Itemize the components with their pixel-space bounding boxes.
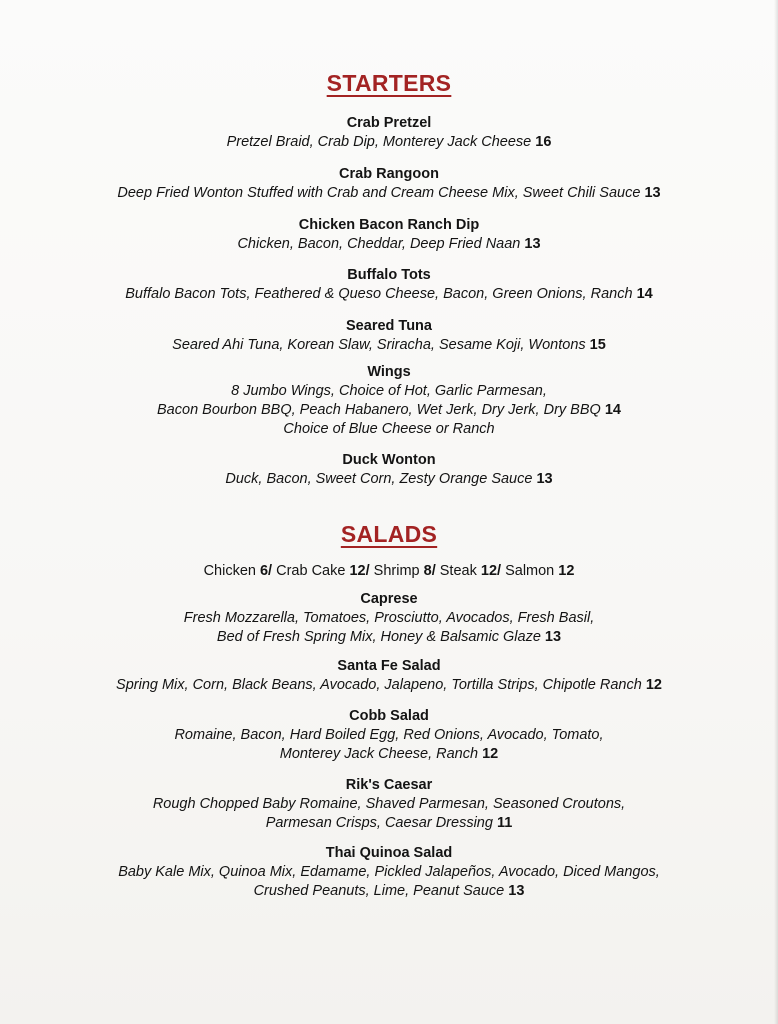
addon-chicken-label: Chicken (203, 563, 256, 579)
menu-item-buffalo-tots (0, 266, 778, 304)
item-price: 14 (604, 402, 621, 418)
item-description-line-1: Rough Chopped Baby Romaine, Shaved Parmesan, Seasoned Croutons, (152, 796, 626, 812)
item-price: 12 (482, 746, 499, 762)
menu-item-caprese (0, 590, 778, 647)
salads-heading: SALADS (340, 521, 438, 547)
item-description-line-1: Romaine, Bacon, Hard Boiled Egg, Red Onions, Avocado, Tomato, (174, 727, 604, 743)
item-description-line-2: Bacon Bourbon BBQ, Peach Habanero, Wet Jerk, Dry Jerk, Dry BBQ 14 (157, 402, 621, 418)
starters-heading: STARTERS (326, 70, 452, 96)
addon-shrimp-price: 8/ (423, 563, 436, 579)
item-description-line-2: Monterey Jack Cheese, Ranch 12 (279, 746, 499, 762)
addon-salmon-price: 12 (558, 563, 575, 579)
item-name: Thai Quinoa Salad (325, 845, 453, 861)
item-name: Santa Fe Salad (337, 658, 441, 674)
item-name: Cobb Salad (349, 708, 429, 724)
salad-addons (0, 562, 778, 581)
item-price: 13 (644, 185, 661, 201)
item-description: Chicken, Bacon, Cheddar, Deep Fried Naan 13 (237, 236, 541, 252)
item-name: Crab Pretzel (346, 115, 432, 131)
item-description: Seared Ahi Tuna, Korean Slaw, Sriracha, Sesame Koji, Wontons 15 (172, 337, 606, 353)
item-name: Caprese (360, 591, 418, 607)
item-description-line-1: Baby Kale Mix, Quinoa Mix, Edamame, Pickled Jalapeños, Avocado, Diced Mangos, (118, 864, 660, 880)
item-price: 11 (496, 815, 513, 831)
item-price: 13 (536, 471, 553, 487)
item-price: 13 (508, 883, 525, 899)
menu-item-seared-tuna (0, 317, 778, 355)
menu-item-thai-quinoa-salad (0, 844, 778, 901)
addon-crab-cake-label: Crab Cake (276, 563, 346, 579)
addon-salmon-label: Salmon (505, 563, 555, 579)
item-name: Rik's Caesar (345, 777, 433, 793)
item-name: Crab Rangoon (339, 166, 439, 182)
menu-item-crab-rangoon (0, 165, 778, 203)
item-name: Seared Tuna (346, 318, 432, 334)
addon-steak-price: 12/ (480, 563, 502, 579)
item-description-line-2: Parmesan Crisps, Caesar Dressing 11 (265, 815, 513, 831)
item-description: Duck, Bacon, Sweet Corn, Zesty Orange Sauce 13 (225, 471, 553, 487)
menu-item-chicken-bacon-ranch-dip (0, 216, 778, 254)
item-price: 16 (535, 134, 552, 150)
menu-item-cobb-salad (0, 707, 778, 764)
item-description-line-2: Crushed Peanuts, Lime, Peanut Sauce 13 (253, 883, 525, 899)
item-price: 13 (524, 236, 541, 252)
addon-shrimp-label: Shrimp (373, 563, 420, 579)
item-name: Wings (367, 364, 411, 380)
menu-item-santa-fe-salad (0, 657, 778, 695)
item-name: Duck Wonton (342, 452, 436, 468)
addon-crab-cake-price: 12/ (349, 563, 370, 579)
item-price: 13 (544, 629, 562, 645)
item-description: Deep Fried Wonton Stuffed with Crab and Cream Cheese Mix, Sweet Chili Sauce 13 (117, 185, 661, 201)
item-price: 14 (636, 286, 653, 302)
menu-item-wings (0, 363, 778, 439)
item-description-line-2: Bed of Fresh Spring Mix, Honey & Balsamic Glaze 13 (216, 629, 562, 645)
item-description-line-1: 8 Jumbo Wings, Choice of Hot, Garlic Parmesan, (231, 383, 547, 399)
item-name: Chicken Bacon Ranch Dip (298, 217, 480, 233)
item-description-line-1: Fresh Mozzarella, Tomatoes, Prosciutto, Avocados, Fresh Basil, (183, 610, 595, 626)
item-price: 12 (645, 677, 662, 693)
item-price: 15 (589, 337, 606, 353)
item-description: Buffalo Bacon Tots, Feathered & Queso Cheese, Bacon, Green Onions, Ranch 14 (125, 286, 653, 302)
item-description-line-3: Choice of Blue Cheese or Ranch (283, 421, 495, 437)
item-description: Pretzel Braid, Crab Dip, Monterey Jack Cheese 16 (226, 134, 552, 150)
addon-steak-label: Steak (439, 563, 477, 579)
item-description: Spring Mix, Corn, Black Beans, Avocado, Jalapeno, Tortilla Strips, Chipotle Ranch 12 (116, 677, 662, 693)
menu-item-crab-pretzel (0, 114, 778, 152)
item-name: Buffalo Tots (347, 267, 431, 283)
menu-item-duck-wonton (0, 451, 778, 489)
addon-chicken-price: 6/ (259, 563, 273, 579)
menu-item-riks-caesar (0, 776, 778, 833)
